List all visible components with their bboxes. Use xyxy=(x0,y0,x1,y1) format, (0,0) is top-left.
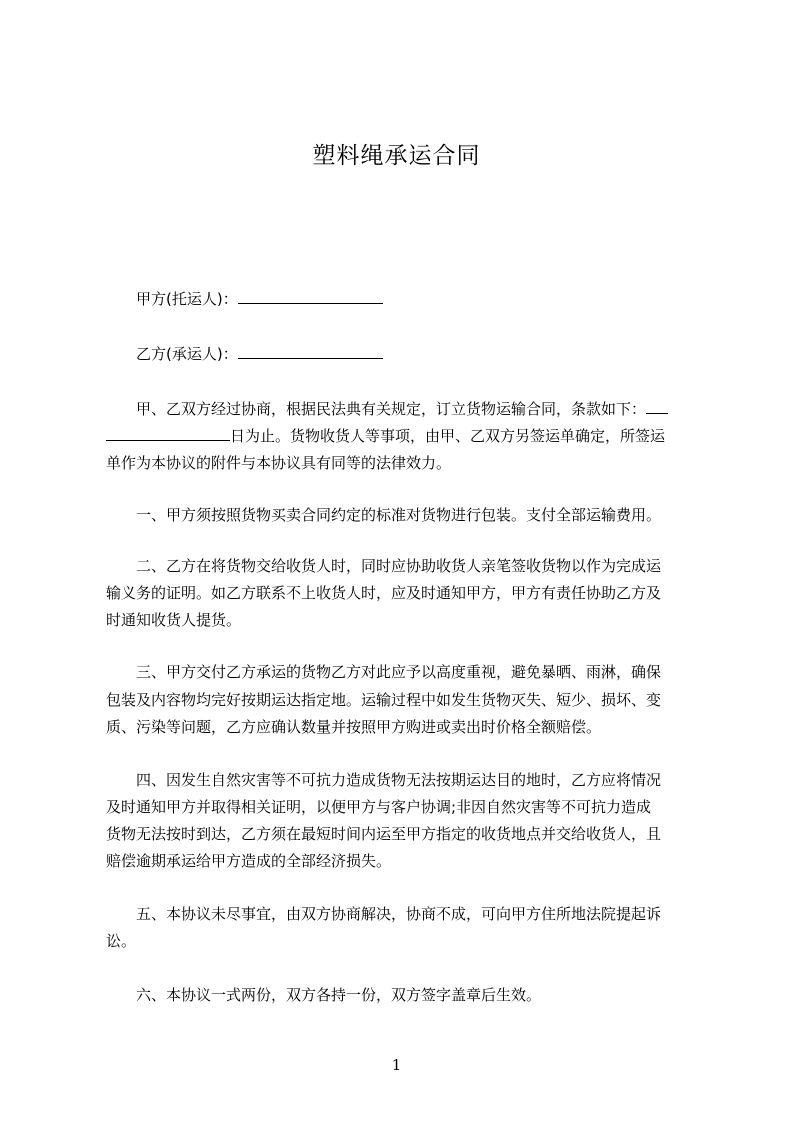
intro-line-2: 日为止。货物收货人等事项，由甲、乙双方另签运单确定，所签运 xyxy=(106,422,706,450)
clause-4-line-4: 赔偿逾期承运给甲方造成的全部经济损失。 xyxy=(106,852,392,870)
clause-5-line-2: 讼。 xyxy=(106,932,137,950)
clause-3-line-2: 包装及内容物均完好按期运达指定地。运输过程中如发生货物灭失、短少、损坏、变 xyxy=(106,691,662,709)
party-a-label: 甲方(托运人)： xyxy=(136,290,238,308)
clause-2-line-1: 二、乙方在将货物交给收货人时，同时应协助收货人亲笔签收货物以作为完成运 xyxy=(136,557,662,575)
intro-line-3: 单作为本协议的附件与本协议具有同等的法律效力。 xyxy=(106,454,452,472)
clause-4-line-1: 四、因发生自然灾害等不可抗力造成货物无法按期运达目的地时，乙方应将情况 xyxy=(136,771,662,789)
party-b-line xyxy=(136,340,706,368)
intro-line-1: 甲、乙双方经过协商，根据民法典有关规定，订立货物运输合同，条款如下： xyxy=(136,395,706,423)
clause-4-line-2: 及时通知甲方并取得相关证明，以便甲方与客户协调;非因自然灾害等不可抗力造成 xyxy=(106,798,652,816)
clause-3-line-1: 三、甲方交付乙方承运的货物乙方对此应予以高度重视，避免暴晒、雨淋，确保 xyxy=(136,663,662,681)
clause-5-line-1: 五、本协议未尽事宜，由双方协商解决，协商不成，可向甲方住所地法院提起诉 xyxy=(136,905,662,923)
clause-2-line-3: 时通知收货人提货。 xyxy=(106,611,242,629)
intro-blank-1 xyxy=(646,398,668,414)
party-b-label: 乙方(承运人)： xyxy=(136,345,238,363)
clause-2-line-2: 输义务的证明。如乙方联系不上收货人时，应及时通知甲方，甲方有责任协助乙方及 xyxy=(106,584,662,602)
clause-3-line-3: 质、污染等问题，乙方应确认数量并按照甲方购进或卖出时价格全额赔偿。 xyxy=(106,718,602,736)
clause-6-line-1: 六、本协议一式两份，双方各持一份，双方签字盖章后生效。 xyxy=(136,986,542,1004)
document-title: 塑料绳承运合同 xyxy=(312,143,481,169)
intro-blank-2 xyxy=(106,425,230,441)
clause-1-line-1: 一、甲方须按照货物买卖合同约定的标准对货物进行包装。支付全部运输费用。 xyxy=(136,506,662,524)
party-b-blank xyxy=(238,343,383,359)
party-a-blank xyxy=(238,288,383,304)
clause-4-line-3: 货物无法按时到达，乙方须在最短时间内运至甲方指定的收货地点并交给收货人，且 xyxy=(106,825,662,843)
party-a-line xyxy=(136,285,706,313)
page-number: 1 xyxy=(391,1056,402,1074)
